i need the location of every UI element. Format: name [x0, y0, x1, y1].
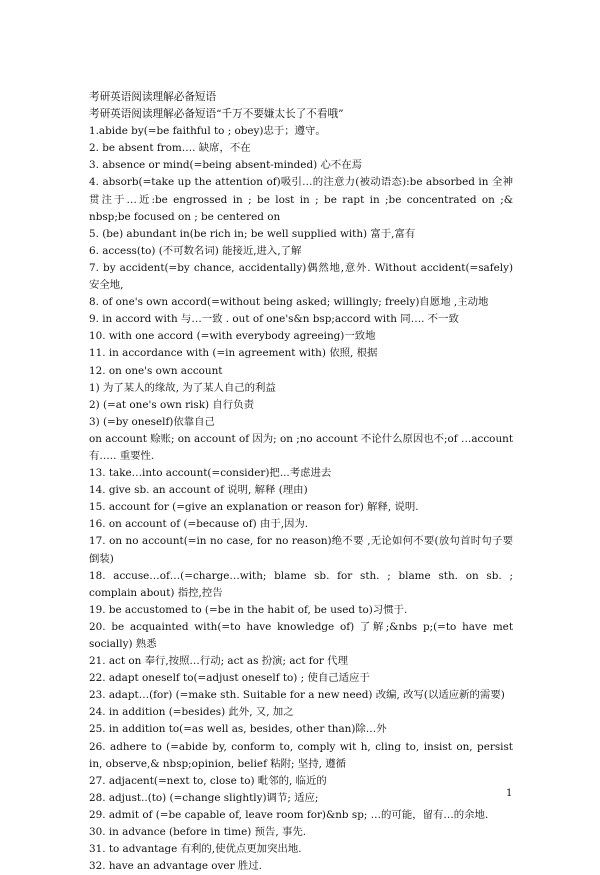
page-number: 1 — [506, 788, 513, 799]
phrase-line-23: 23. adapt…(for) (=make sth. Suitable for a new need) 改编, 改写(以适应新的需要) — [89, 689, 505, 702]
phrase-line-30: 30. in advance (before in time) 预告, 事先. — [89, 826, 307, 839]
document-subtitle: 考研英语阅读理解必备短语“千万不要嫌太长了不看哦” — [89, 108, 344, 121]
phrase-line-20: 20. be acquainted with(=to have knowledge of) 了解;&nbs p;(=to have met socially) 熟悉 — [89, 620, 513, 650]
phrase-line-25: 25. in addition to(=as well as, besides, other than)除…外 — [89, 723, 387, 736]
phrase-line-1: 1.abide by(=be faithful to ; obey)忠于；遵守。 — [89, 125, 326, 138]
phrase-subitem-3: 3) (=by oneself)依靠自己 — [89, 415, 215, 428]
phrase-line-11: 11. in accordance with (=in agreement with) 依照, 根据 — [89, 347, 378, 360]
phrase-line-13: 13. take…into account(=consider)把...考虑进去 — [89, 467, 332, 480]
phrase-line-29: 29. admit of (=be capable of, leave room for)&nb sp; …的可能，留有…的余地. — [89, 808, 489, 821]
phrase-line-8: 8. of one's own accord(=without being asked; willingly; freely)自愿地 ,主动地 — [89, 296, 489, 309]
phrase-line-32: 32. have an advantage over 胜过. — [89, 860, 262, 873]
phrase-line-6: 6. access(to) (不可数名词) 能接近,进入,了解 — [89, 244, 302, 257]
phrase-line-3: 3. absence or mind(=being absent-minded) 心不在焉 — [89, 159, 363, 172]
phrase-line-4: 4. absorb(=take up the attention of)吸引…的注意力(被动语态):be absorbed in 全神贯注于…近:be engrossed in ; be lost in ; be rapt in ;be concentrated on ;& nbsp;be focused on ; be centered on — [89, 176, 513, 223]
phrase-line-24: 24. in addition (=besides) 此外, 又, 加之 — [89, 706, 294, 719]
phrase-line-31: 31. to advantage 有利的,使优点更加突出地. — [89, 843, 302, 856]
phrase-line-19: 19. be accustomed to (=be in the habit of, be used to)习惯于. — [89, 603, 408, 616]
phrase-line-16: 16. on account of (=because of) 由于,因为. — [89, 518, 309, 531]
document-body — [89, 89, 513, 875]
document-title: 考研英语阅读理解必备短语 — [89, 91, 217, 103]
phrase-line-14: 14. give sb. an account of 说明, 解释 (理由) — [89, 484, 308, 497]
phrase-line-2: 2. be absent from…. 缺席，不在 — [89, 142, 251, 155]
phrase-line-5: 5. (be) abundant in(be rich in; be well supplied with) 富于,富有 — [89, 227, 416, 240]
phrase-subitem-2: 2) (=at one's own risk) 自行负责 — [89, 398, 254, 411]
phrase-line-15: 15. account for (=give an explanation or reason for) 解释, 说明. — [89, 501, 419, 514]
phrase-line-28: 28. adjust..(to) (=change slightly)调节; 适应; — [89, 791, 319, 804]
phrase-subitem-1: 1) 为了某人的缘故, 为了某人自己的利益 — [89, 381, 276, 394]
phrase-line-17: 17. on no account(=in no case, for no reason)绝不要 ,无论如何不要(放句首时句子要倒装) — [89, 535, 513, 565]
phrase-line-22: 22. adapt oneself to(=adjust oneself to) ; 使自己适应于 — [89, 672, 370, 685]
phrase-line-26: 26. adhere to (=abide by, conform to, comply wit h, cling to, insist on, persist in, observe,& nbsp;opinion, belief 粘附; 坚持, 遵循 — [89, 740, 513, 770]
phrase-line-9: 9. in accord with 与…一致 . out of one's&n bsp;accord with 同…. 不一致 — [89, 313, 459, 326]
phrase-line-12: 12. on one's own account — [89, 364, 223, 377]
phrase-note-account: on account 赊账; on account of 因为; on ;no account 不论什么原因也不;of …account 有….. 重要性. — [89, 432, 514, 462]
phrase-line-10: 10. with one accord (=with everybody agreeing)一致地 — [89, 330, 376, 343]
phrase-line-7: 7. by accident(=by chance, accidentally)偶然地,意外. Without accident(=safely) 安全地, — [89, 261, 513, 292]
phrase-line-27: 27. adjacent(=next to, close to) 毗邻的, 临近的 — [89, 774, 327, 787]
phrase-line-21: 21. act on 奉行,按照…行动; act as 扮演; act for 代理 — [89, 655, 348, 668]
phrase-line-18: 18. accuse…of…(=charge…with; blame sb. for sth. ; blame sth. on sb. ; complain about) 指控,控告 — [89, 569, 513, 599]
